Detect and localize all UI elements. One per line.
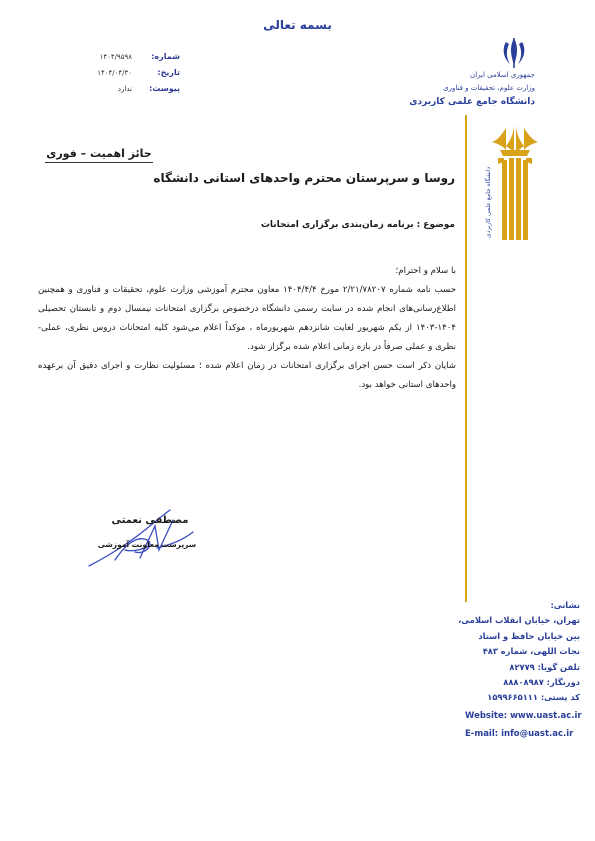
subject-label: موضوع : xyxy=(416,220,455,230)
logo-caption: دانشگاه جامع علمی کاربردی xyxy=(485,166,492,238)
gold-divider-line xyxy=(465,115,467,602)
fax-line: دورنگار: ۸۸۸۰۸۹۸۷ xyxy=(503,677,580,688)
postal-code-line: کد پستی: ۱۵۹۹۶۶۵۱۱۱ xyxy=(487,692,580,703)
address-block xyxy=(450,598,580,706)
basmala-heading: بسمه تعالی xyxy=(263,18,332,32)
university-name: دانشگاه جامع علمی کاربردی xyxy=(409,97,535,107)
letter-number-value: ۱۴۰۴/۹۵۹۸ xyxy=(99,53,132,61)
website-link[interactable]: Website: www.uast.ac.ir xyxy=(465,711,582,721)
iran-emblem-icon xyxy=(497,36,531,70)
address-line-1: تهران، خیابان انقلاب اسلامی، xyxy=(458,615,580,626)
email-link[interactable]: E-mail: info@uast.ac.ir xyxy=(465,729,574,739)
ministry-line-1: جمهوری اسلامی ایران xyxy=(470,71,535,79)
letter-number-row xyxy=(40,52,180,66)
university-logo-icon xyxy=(480,120,550,245)
phone-line: تلفن گویا: ۸۲۷۷۹ xyxy=(509,661,580,672)
address-line-3: نجات اللهی، شماره ۴۸۳ xyxy=(482,646,580,657)
letter-date-label: تاریخ: xyxy=(157,68,180,77)
greeting: با سلام و احترام؛ xyxy=(395,266,456,276)
body-paragraph-1: حسب نامه شماره ۲/۲۱/۷۸۲۰۷ مورخ ۱۴۰۴/۴/۴ معاون محترم آموزشی وزارت علوم، تحقیقات و فناوری و همچنین اطلاع‌رسانی‌های انجام شده در سایت رسمی دانشگاه درخصوص برگزاری امتحانات نیمسال دوم و تابستان تحصیلی ۱۴۰۴-۱۴۰۳ از یکم شهریور لغایت شانزدهم شهریورماه ، موکداً اعلام می‌شود کلیه امتحانات دروس نظری، عملی-نظری و عملی صرفاً در بازه زمانی اعلام شده برگزار شود. xyxy=(38,285,457,352)
letter-date-value: ۱۴۰۴/۰۴/۳۰ xyxy=(97,69,132,77)
address-label: نشانی: xyxy=(550,600,580,610)
address-line-2: بین خیابان حافظ و استاد xyxy=(478,630,580,641)
ministry-line-2: وزارت علوم، تحقیقات و فناوری xyxy=(443,84,535,92)
attachment-value: ندارد xyxy=(117,85,132,93)
attachment-row xyxy=(40,84,180,98)
letter-date-row xyxy=(40,68,180,82)
recipient-line: روسا و سرپرستان محترم واحدهای استانی دانشگاه xyxy=(153,171,455,185)
attachment-label: پیوست: xyxy=(149,84,180,93)
signer-title: سرپرست معاونت آموزشی xyxy=(97,540,197,549)
subject-line xyxy=(261,220,455,230)
letter-body xyxy=(38,262,456,395)
signer-name: مصطفی نعمتی xyxy=(111,515,189,526)
body-paragraph-2: شایان ذکر است حسن اجرای برگزاری امتحانات در زمان اعلام شده ؛ مسئولیت نظارت و اجرای دقیق آن برعهده واحدهای استانی خواهد بود. xyxy=(38,361,456,390)
subject-text: برنامه زمان‌بندی برگزاری امتحانات xyxy=(260,220,414,230)
priority-note: حائز اهمیت – فوری xyxy=(45,147,153,163)
handwritten-signature xyxy=(85,500,200,570)
letter-number-label: شماره: xyxy=(151,52,180,61)
